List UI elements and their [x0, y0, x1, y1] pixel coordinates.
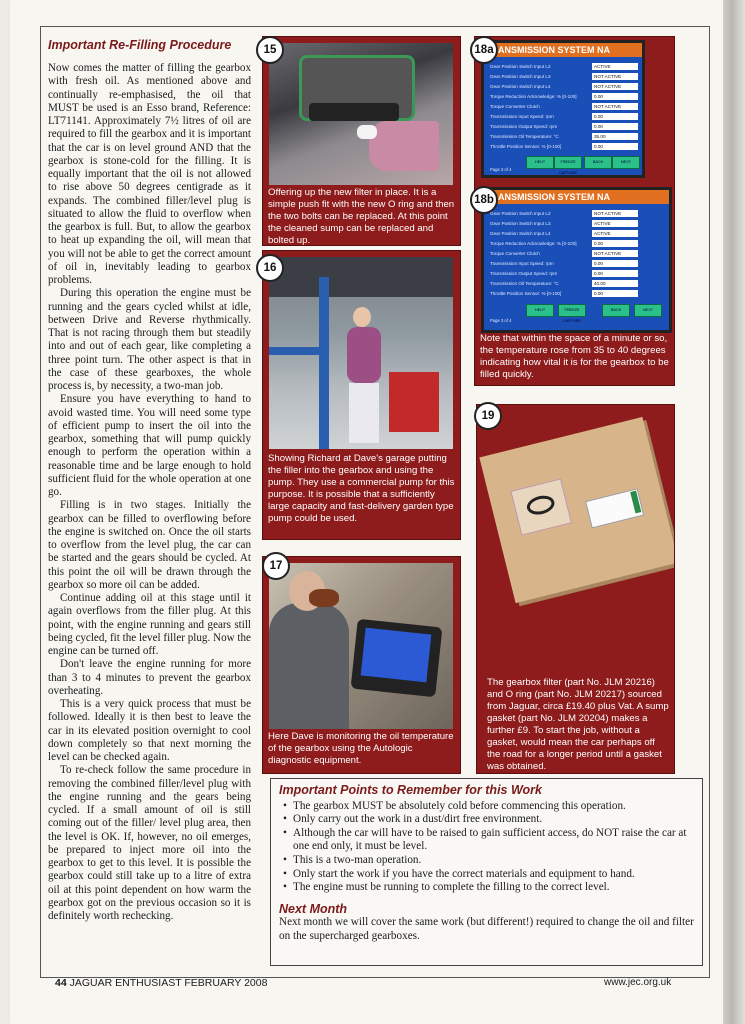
screen-a-row-value: NOT ACTIVE — [592, 83, 638, 90]
screen-b-row-value: 0.00 — [592, 240, 638, 247]
screen-b-row-label: Transmission Output Speed: rpm — [490, 271, 558, 276]
photo-19-image — [477, 405, 674, 675]
screen-b-row-label: Torque Converter Clutch — [490, 251, 540, 256]
screen-a-row-label: Throttle Position Sensor: % [0-100] — [490, 144, 562, 149]
points-list — [279, 800, 694, 895]
screen-a-row-value: 0.00 — [592, 93, 638, 100]
screen-b-row-value: NOT ACTIVE — [592, 210, 638, 217]
diagnostic-screen-a — [481, 40, 645, 178]
footer-url[interactable]: www.jec.org.uk — [604, 977, 672, 988]
screen-a-row-label: Transmission Output Speed: rpm — [490, 124, 558, 129]
important-points-box — [270, 778, 703, 966]
points-item: • Although the car will have to be raised to gain sufficient access, do NOT raise the car at one end only, it must be level. — [293, 827, 694, 854]
article-paragraph: Continue adding oil at this stage until it again overflows from the filler plug. At this point, with the engine running and gears still being cycled, fit the level filler plug. Now the engine can be turned off. — [48, 592, 251, 657]
photo-19-caption: The gearbox filter (part No. JLM 20216) and O ring (part No. JLM 20217) sourced from Jaguar, circa £19.40 plus Vat. A sump gasket (part No. JLM 20204) makes a further £9. To start the job, without a gasket, would mean the car perhaps off the road for a longer period until a gasket was obtained. — [487, 677, 669, 772]
photo-16-panel — [262, 250, 461, 540]
article-paragraph: This is a very quick process that must be followed. Ideally it is then best to leave the car in its elevated position overnight to cool down completely so that next morning the level can be checked again. — [48, 698, 251, 763]
screen-b-help-button[interactable]: HELP — [526, 304, 554, 317]
article-paragraph: Now comes the matter of filling the gearbox with fresh oil. As mentioned above and continually re-emphasised, the oil that MUST be used is an Esso brand, Reference: LT71141. Approximately 7½ litres of oil are required to fill the gearbox and it is important that the car is on level ground AND that the gearbox is stone-cold for the filling. It is equally important that the oil is not allowed to rise above 50 degrees centigrade as it expands. The combined filler/level plug is situated to allow the fluid to overflow when the gearbox is full. But, to allow the gearbox to heat up expanding the oil, will mean that you will not be able to get the correct amount of oil in, inevitably leading to gearbox problems. — [48, 62, 251, 286]
screen-a-row-value: 0.00 — [592, 113, 638, 120]
filter-box — [479, 417, 674, 603]
magazine-name: JAGUAR ENTHUSIAST — [69, 977, 182, 989]
screen-b-row-value: ACTIVE — [592, 220, 638, 227]
screen-a-row-value: 35.00 — [592, 133, 638, 140]
screen-a-back-button[interactable]: BACK — [584, 156, 612, 169]
screen-b-row-value: 0.00 — [592, 260, 638, 267]
article-paragraph: During this operation the engine must be running and the gears cycled whilst at idle, between Drive and Reverse rhythmically. That is not racing through them but steadily into and out of each gear, like completing a three point turn. The other aspect is that in the case of these gearboxes, the whole process is, by necessity, a two-man job. — [48, 287, 251, 392]
photo-15-caption: Offering up the new filter in place. It is a simple push fit with the new O ring and then the two bolts can be replaced. At this point the cleaned sump can be replaced and bolted up. — [268, 187, 455, 246]
screen-b-row-label: Gear Position Switch Input L3 — [490, 221, 551, 226]
screen-b-row-value: 0.00 — [592, 270, 638, 277]
screen-b-row-value: 0.00 — [592, 290, 638, 297]
screen-a-row-label: Transmission Oil Temperature: °C — [490, 134, 559, 139]
photo-18b-caption: Note that within the space of a minute or so, the temperature rose from 35 to 40 degrees indicating how vital it is for the gearbox to be filled quickly. — [480, 333, 669, 380]
photo-19-number: 19 — [474, 402, 502, 430]
screen-b-page: Page 3 of 4 — [490, 318, 512, 323]
screen-a-header: ANSMISSION SYSTEM NA — [484, 43, 642, 57]
points-heading: Important Points to Remember for this Work — [279, 783, 542, 797]
next-month-heading: Next Month — [279, 901, 348, 916]
screen-b-row-label: Gear Position Switch Input L2 — [490, 211, 551, 216]
screen-a-row-value: 0.00 — [592, 123, 638, 130]
screen-b-row-label: Throttle Position Sensor: % [0-100] — [490, 291, 562, 296]
screen-a-row-label: Gear Position Switch Input L2 — [490, 64, 551, 69]
points-item: • Only start the work if you have the correct materials and equipment to hand. — [293, 868, 694, 882]
photo-18-panel — [474, 36, 675, 386]
screen-a-next-button[interactable]: NEXT — [612, 156, 640, 169]
screen-b-row-value: NOT ACTIVE — [592, 250, 638, 257]
article-heading: Important Re-Filling Procedure — [48, 38, 232, 52]
screen-b-next-button[interactable]: NEXT — [634, 304, 662, 317]
screen-b-row-value: 40.00 — [592, 280, 638, 287]
footer-left — [55, 977, 267, 989]
issue-date: FEBRUARY 2008 — [184, 977, 268, 989]
screen-a-help-button[interactable]: HELP — [526, 156, 554, 169]
photo-16-caption: Showing Richard at Dave's garage putting the filler into the gearbox and using the pump. They use a commercial pump for this purpose. It is possible that a sufficiently large capacity and fast-delivery garden type pump could be used. — [268, 453, 455, 524]
screen-a-page: Page 3 of 4 — [490, 167, 512, 172]
diagnostic-screen-b — [481, 187, 672, 333]
points-item: • The gearbox MUST be absolutely cold before commencing this operation. — [293, 800, 694, 814]
page-number: 44 — [55, 977, 67, 989]
screen-b-header: ANSMISSION SYSTEM NA — [484, 190, 669, 204]
photo-16-image — [269, 257, 453, 449]
screen-b-back-button[interactable]: BACK — [602, 304, 630, 317]
screen-a-row-value: NOT ACTIVE — [592, 103, 638, 110]
photo-18a-number: 18a — [470, 36, 498, 64]
photo-15-image — [269, 43, 453, 185]
screen-a-row-label: Gear Position Switch Input L3 — [490, 74, 551, 79]
photo-15-panel — [262, 36, 461, 246]
screen-a-row-label: Torque Converter Clutch — [490, 104, 540, 109]
photo-17-image — [269, 563, 453, 729]
points-item: • This is a two-man operation. — [293, 854, 694, 868]
screen-a-freeze-button[interactable]: FREEZE CAPTURE — [554, 156, 582, 169]
article-paragraph: Filling is in two stages. Initially the gearbox can be filled to overflowing before the engine is switched on. Once the oil starts to overflow from the level plug, the car can be started and the gears should be cycled. At this point the oil will be drawn through the gearbox so more oil can be added. — [48, 499, 251, 591]
screen-a-row-value: ACTIVE — [592, 63, 638, 70]
screen-a-row-label: Transmission Input Speed: rpm — [490, 114, 554, 119]
photo-17-panel — [262, 556, 461, 774]
screen-b-row-label: Torque Reduction Acknowledge: % [0-100] — [490, 241, 577, 246]
screen-a-row-label: Gear Position Switch Input L4 — [490, 84, 551, 89]
screen-b-row-value: ACTIVE — [592, 230, 638, 237]
next-month-text: Next month we will cover the same work (but different!) required to change the oil and filter on the supercharged gearboxes. — [279, 916, 694, 942]
points-item: • Only carry out the work in a dust/dirt free environment. — [293, 813, 694, 827]
points-item: • The engine must be running to complete the filling to the correct level. — [293, 881, 694, 895]
screen-b-freeze-button[interactable]: FREEZE CAPTURE — [558, 304, 586, 317]
photo-15-number: 15 — [256, 36, 284, 64]
article-paragraph: Don't leave the engine running for more than 3 to 4 minutes to prevent the gearbox overheating. — [48, 658, 251, 697]
article-paragraph: To re-check follow the same procedure in removing the combined filler/level plug with the engine running and the gears being cycled. If a small amount of oil is still coming out of the filler/ level plug area, then the level is OK. If, however, no oil emerges, be prepared to inject more oil into the gearbox to get to this level. It is possible the gearbox could still take up to a litre of extra oil at this point dependent on how warm the gearbox got on the previous occasion so it is definitely worth rechecking. — [48, 764, 251, 922]
photo-16-number: 16 — [256, 254, 284, 282]
photo-17-caption: Here Dave is monitoring the oil temperature of the gearbox using the Autologic diagnostic equipment. — [268, 731, 454, 766]
screen-b-row-label: Transmission Input Speed: rpm — [490, 261, 554, 266]
screen-b-row-label: Transmission Oil Temperature: °C — [490, 281, 559, 286]
photo-18b-number: 18b — [470, 186, 498, 214]
screen-a-row-value: 0.00 — [592, 143, 638, 150]
photo-19-panel — [476, 404, 675, 774]
article-column — [48, 38, 251, 923]
screen-a-row-label: Torque Reduction Acknowledge: % [0-100] — [490, 94, 577, 99]
page-curl — [723, 0, 745, 1024]
photo-17-number: 17 — [262, 552, 290, 580]
article-paragraph: Ensure you have everything to hand to avoid wasted time. You will need some type of efficient pump to insert the oil into the gearbox, something that will pump quickly enough to perform the operation within a reasonable time and be large enough to hold sufficient fluid for the whole operation at one go. — [48, 393, 251, 498]
screen-a-row-value: NOT ACTIVE — [592, 73, 638, 80]
screen-b-row-label: Gear Position Switch Input L4 — [490, 231, 551, 236]
